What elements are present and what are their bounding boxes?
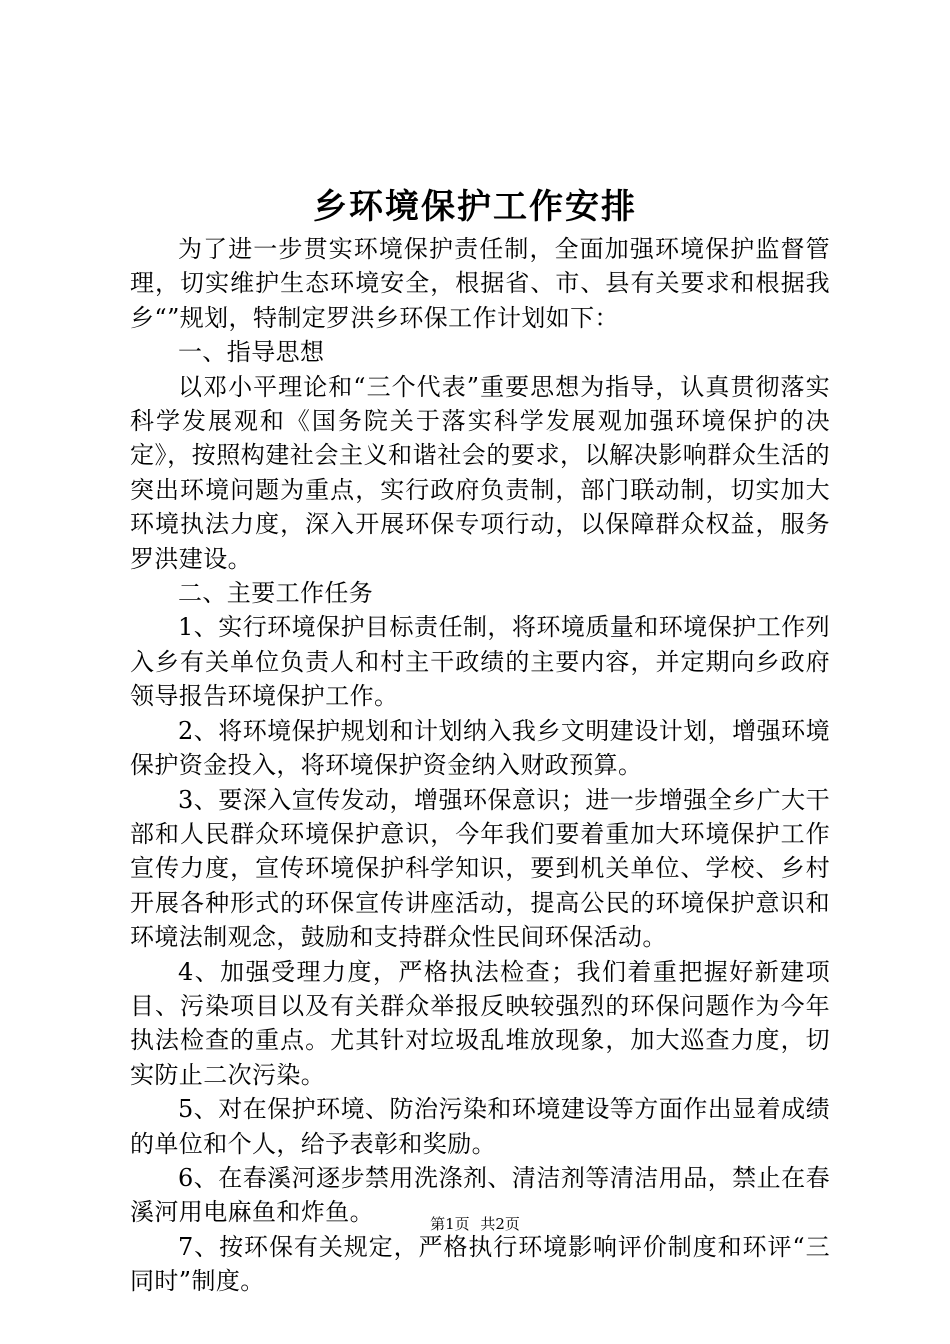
task-item-2: 2、将环境保护规划和计划纳入我乡文明建设计划，增强环境保护资金投入，将环境保护资金纳入财政预算。 xyxy=(130,716,830,780)
document-title: 乡环境保护工作安排 xyxy=(313,187,637,227)
intro-paragraph: 为了进一步贯实环境保护责任制，全面加强环境保护监督管理，切实维护生态环境安全，根据省、市、县有关要求和根据我乡“”规划，特制定罗洪乡环保工作计划如下： xyxy=(130,235,830,332)
task-item-1: 1、实行环境保护目标责任制，将环境质量和环境保护工作列入乡有关单位负责人和村主干政绩的主要内容，并定期向乡政府领导报告环境保护工作。 xyxy=(130,613,830,711)
task-item-4: 4、加强受理力度，严格执法检查；我们着重把握好新建项目、污染项目以及有关群众举报反映较强烈的环保问题作为今年执法检查的重点。尤其针对垃圾乱堆放现象，加大巡查力度，切实防止二次污染。 xyxy=(130,957,830,1089)
page-number: 第1页 xyxy=(430,1215,470,1233)
document-body xyxy=(130,232,830,1299)
section-heading-guiding-thought: 一、指导思想 xyxy=(178,338,325,367)
page-footer xyxy=(0,1214,950,1234)
task-item-7: 7、按环保有关规定，严格执行环境影响评价制度和环评“三同时”制度。 xyxy=(130,1232,830,1296)
section-heading-main-tasks: 二、主要工作任务 xyxy=(178,579,374,608)
page-total: 共2页 xyxy=(480,1215,520,1233)
task-item-3: 3、要深入宣传发动，增强环保意识；进一步增强全乡广大干部和人民群众环境保护意识，今年我们要着重加大环境保护工作宣传力度，宣传环境保护科学知识，要到机关单位、学校、乡村开展各种形式的环保宣传讲座活动，提高公民的环境保护意识和环境法制观念，鼓励和支持群众性民间环保活动。 xyxy=(130,785,830,952)
task-item-5: 5、对在保护环境、防治污染和环境建设等方面作出显着成绩的单位和个人，给予表彰和奖励。 xyxy=(130,1095,830,1158)
task-item-6: 6、在春溪河逐步禁用洗涤剂、清洁剂等清洁用品，禁止在春溪河用电麻鱼和炸鱼。 xyxy=(130,1163,830,1227)
guiding-thought-paragraph: 以邓小平理论和“三个代表”重要思想为指导，认真贯彻落实科学发展观和《国务院关于落实科学发展观加强环境保护的决定》，按照构建社会主义和谐社会的要求，以解决影响群众生活的突出环境问题为重点，实行政府负责制，部门联动制，切实加大环境执法力度，深入开展环保专项行动，以保障群众权益，服务罗洪建设。 xyxy=(130,372,830,573)
